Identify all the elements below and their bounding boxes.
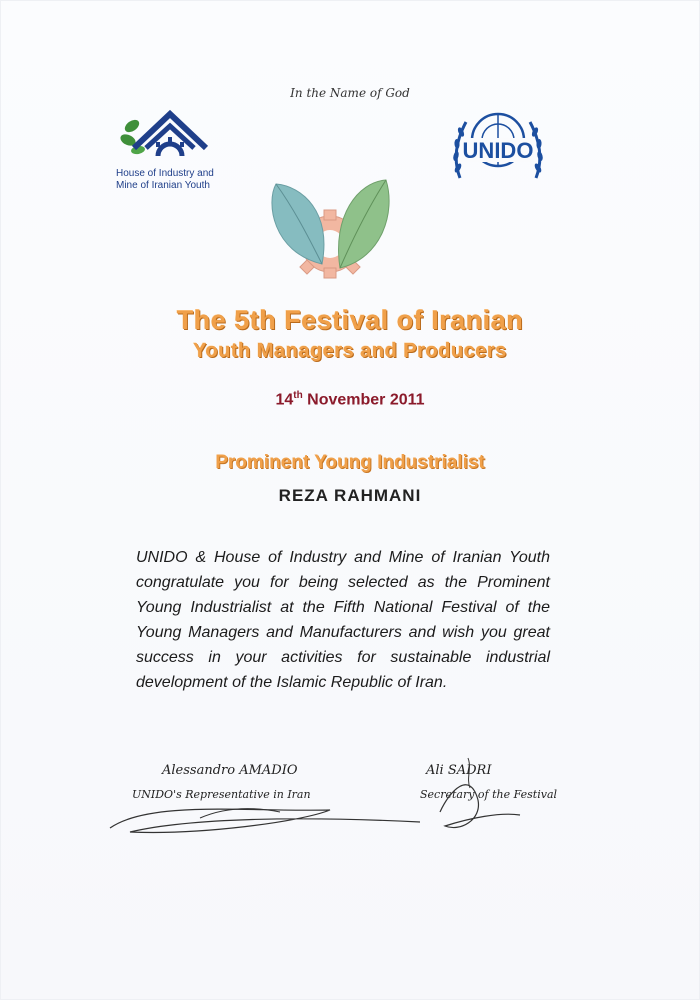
festival-title-line1: The 5th Festival of Iranian (176, 305, 524, 335)
recipient-name: REZA RAHMANI (278, 486, 422, 505)
award-title: Prominent Young Industrialist (215, 452, 485, 473)
congratulation-text: UNIDO & House of Industry and Mine of Iranian Youth congratulate you for being selected as the Prominent Young Industrialist at the Fifth National Festival of the Young Managers and Manufacturers and wish you great success in your activities for sustainable industrial development of the Islamic Republic of Iran. (136, 549, 550, 691)
festival-title-line2: Youth Managers and Producers (193, 340, 507, 362)
signatory-left-name: Alessandro AMADIO (162, 763, 298, 778)
signatory-left-role: UNIDO's Representative in Iran (132, 788, 311, 801)
signatory-right-role: Secretary of the Festival (420, 788, 558, 801)
unido-wordmark: UNIDO (462, 138, 534, 163)
date-suffix: th (293, 390, 303, 401)
date-rest: November 2011 (307, 391, 425, 409)
signatory-right-name: Ali SADRI (426, 763, 492, 778)
left-org-line1: House of Industry and (116, 168, 214, 179)
left-org-line2: Mine of Iranian Youth (116, 180, 210, 191)
date-day: 14 (275, 391, 294, 409)
invocation-text: In the Name of God (290, 86, 410, 100)
